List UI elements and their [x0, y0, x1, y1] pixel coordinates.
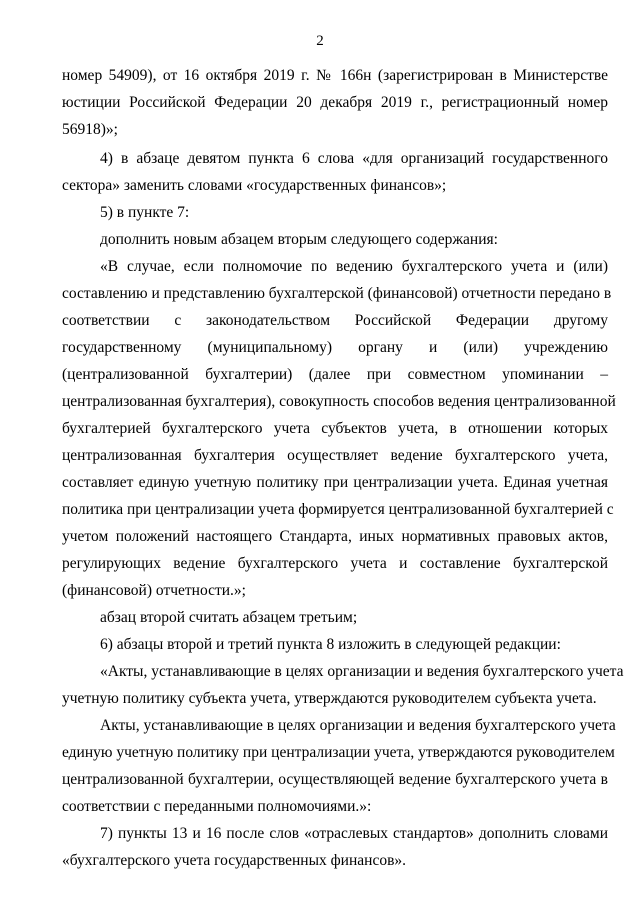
page-number: 2	[316, 33, 324, 49]
text-line: соответствии с переданными полномочиями.»:	[62, 798, 372, 815]
text-line: номер 54909), от 16 октября 2019 г. № 166н (зарегистрирован в Министерстве	[62, 67, 608, 84]
text-line: дополнить новым абзацем вторым следующего содержания:	[100, 231, 498, 248]
text-line: «В случае, если полномочие по ведению бухгалтерского учета и (или)	[100, 258, 608, 275]
text-line: регулирующих ведение бухгалтерского учета и составление бухгалтерской	[62, 555, 608, 572]
text-line: «бухгалтерского учета государственных финансов».	[62, 852, 407, 869]
text-line: абзац второй считать абзацем третьим;	[100, 609, 358, 626]
text-line: составляет единую учетную политику при централизации учета. Единая учетная	[62, 474, 608, 491]
text-line: централизованная бухгалтерия), совокупность способов ведения централизованной	[62, 393, 616, 410]
text-line: государственному (муниципальному) органу и (или) учреждению	[62, 339, 608, 356]
text-line: (финансовой) отчетности.»;	[62, 582, 246, 599]
text-line: 56918)»;	[62, 121, 118, 138]
text-line: 6) абзацы второй и третий пункта 8 изложить в следующей редакции:	[100, 636, 561, 653]
text-line: составлению и представлению бухгалтерской (финансовой) отчетности передано в	[62, 285, 612, 302]
text-line: единую учетную политику при централизации учета, утверждаются руководителем	[62, 744, 615, 761]
text-line: бухгалтерией бухгалтерского учета субъектов учета, в отношении которых	[62, 420, 608, 437]
text-line: сектора» заменить словами «государственных финансов»;	[62, 177, 447, 194]
text-line: «Акты, устанавливающие в целях организации и ведения бухгалтерского учета	[100, 663, 624, 680]
text-line: (централизованной бухгалтерии) (далее при совместном упоминании –	[62, 366, 608, 383]
text-line: 7) пункты 13 и 16 после слов «отраслевых стандартов» дополнить словами	[100, 825, 608, 842]
text-line: политика при централизации учета формируется централизованной бухгалтерией с	[62, 501, 614, 518]
text-line: учетную политику субъекта учета, утверждаются руководителем субъекта учета.	[62, 690, 597, 707]
text-line: 4) в абзаце девятом пункта 6 слова «для организаций государственного	[100, 150, 608, 167]
text-line: юстиции Российской Федерации 20 декабря 2019 г., регистрационный номер	[62, 94, 608, 111]
text-line: централизованная бухгалтерия осуществляет ведение бухгалтерского учета,	[62, 447, 608, 464]
text-line: Акты, устанавливающие в целях организации и ведения бухгалтерского учета	[100, 717, 616, 734]
text-line: учетом положений настоящего Стандарта, иных нормативных правовых актов,	[62, 528, 608, 545]
text-line: соответствии с законодательством Российской Федерации другому	[62, 312, 608, 329]
text-line: централизованной бухгалтерии, осуществляющей ведение бухгалтерского учета в	[62, 771, 608, 788]
text-line: 5) в пункте 7:	[100, 204, 190, 221]
